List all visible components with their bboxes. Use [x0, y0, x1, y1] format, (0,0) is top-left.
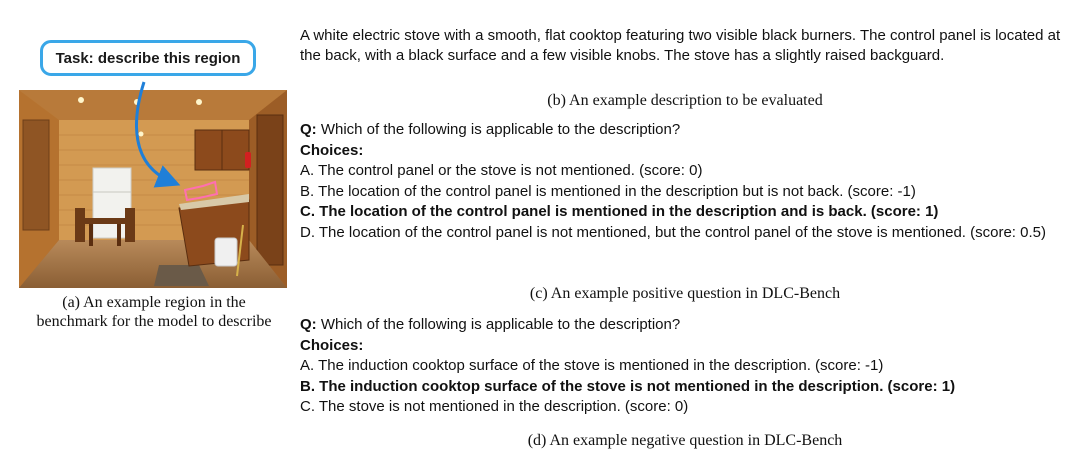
q-label: Q:	[300, 316, 317, 333]
choice-b: B. The location of the control panel is mentioned in the description but is not back. (score: -1)	[300, 182, 916, 200]
caption-c: (c) An example positive question in DLC-Bench	[529, 285, 841, 302]
choice-a: A. The control panel or the stove is not mentioned. (score: 0)	[300, 162, 703, 179]
positive-question	[300, 120, 1070, 243]
caption-a-line1: (a) An example region in the	[62, 294, 246, 311]
q-text: Which of the following is applicable to the description?	[316, 316, 681, 333]
negative-question-line	[300, 315, 1070, 336]
choice-c: C. The stove is not mentioned in the description. (score: 0)	[300, 398, 689, 415]
description-text: A white electric stove with a smooth, flat cooktop featuring two visible black burners. The control panel is located at the back, with a black surface and a few visible knobs. The stove has a slightly raised backguard.	[300, 27, 1061, 64]
choices-label: Choices:	[300, 336, 364, 354]
choice-d: D. The location of the control panel is not mentioned, but the control panel of the stove is mentioned. (score: 0.5)	[300, 223, 1046, 241]
choice-a: A. The induction cooktop surface of the stove is mentioned in the description. (score: -1)	[300, 357, 884, 374]
caption-b: (b) An example description to be evaluated	[547, 92, 823, 109]
choices-label: Choices:	[300, 141, 364, 159]
right-panel	[300, 26, 1070, 449]
choice-b-correct: B. The induction cooktop surface of the stove is not mentioned in the description. (score: 1)	[300, 377, 956, 395]
q-text: Which of the following is applicable to the description?	[316, 121, 681, 138]
caption-a-line2: benchmark for the model to describe	[36, 313, 272, 330]
caption-a	[10, 293, 298, 331]
task-label: Task: describe this region	[55, 49, 241, 67]
caption-d: (d) An example negative question in DLC-Bench	[527, 432, 843, 449]
task-label-box	[40, 40, 256, 76]
choice-c-correct: C. The location of the control panel is mentioned in the description and is back. (score: 1)	[300, 203, 939, 220]
positive-question-line	[300, 120, 1070, 141]
negative-question	[300, 315, 1070, 418]
q-label: Q:	[300, 121, 317, 138]
kitchen-photo	[19, 90, 287, 288]
